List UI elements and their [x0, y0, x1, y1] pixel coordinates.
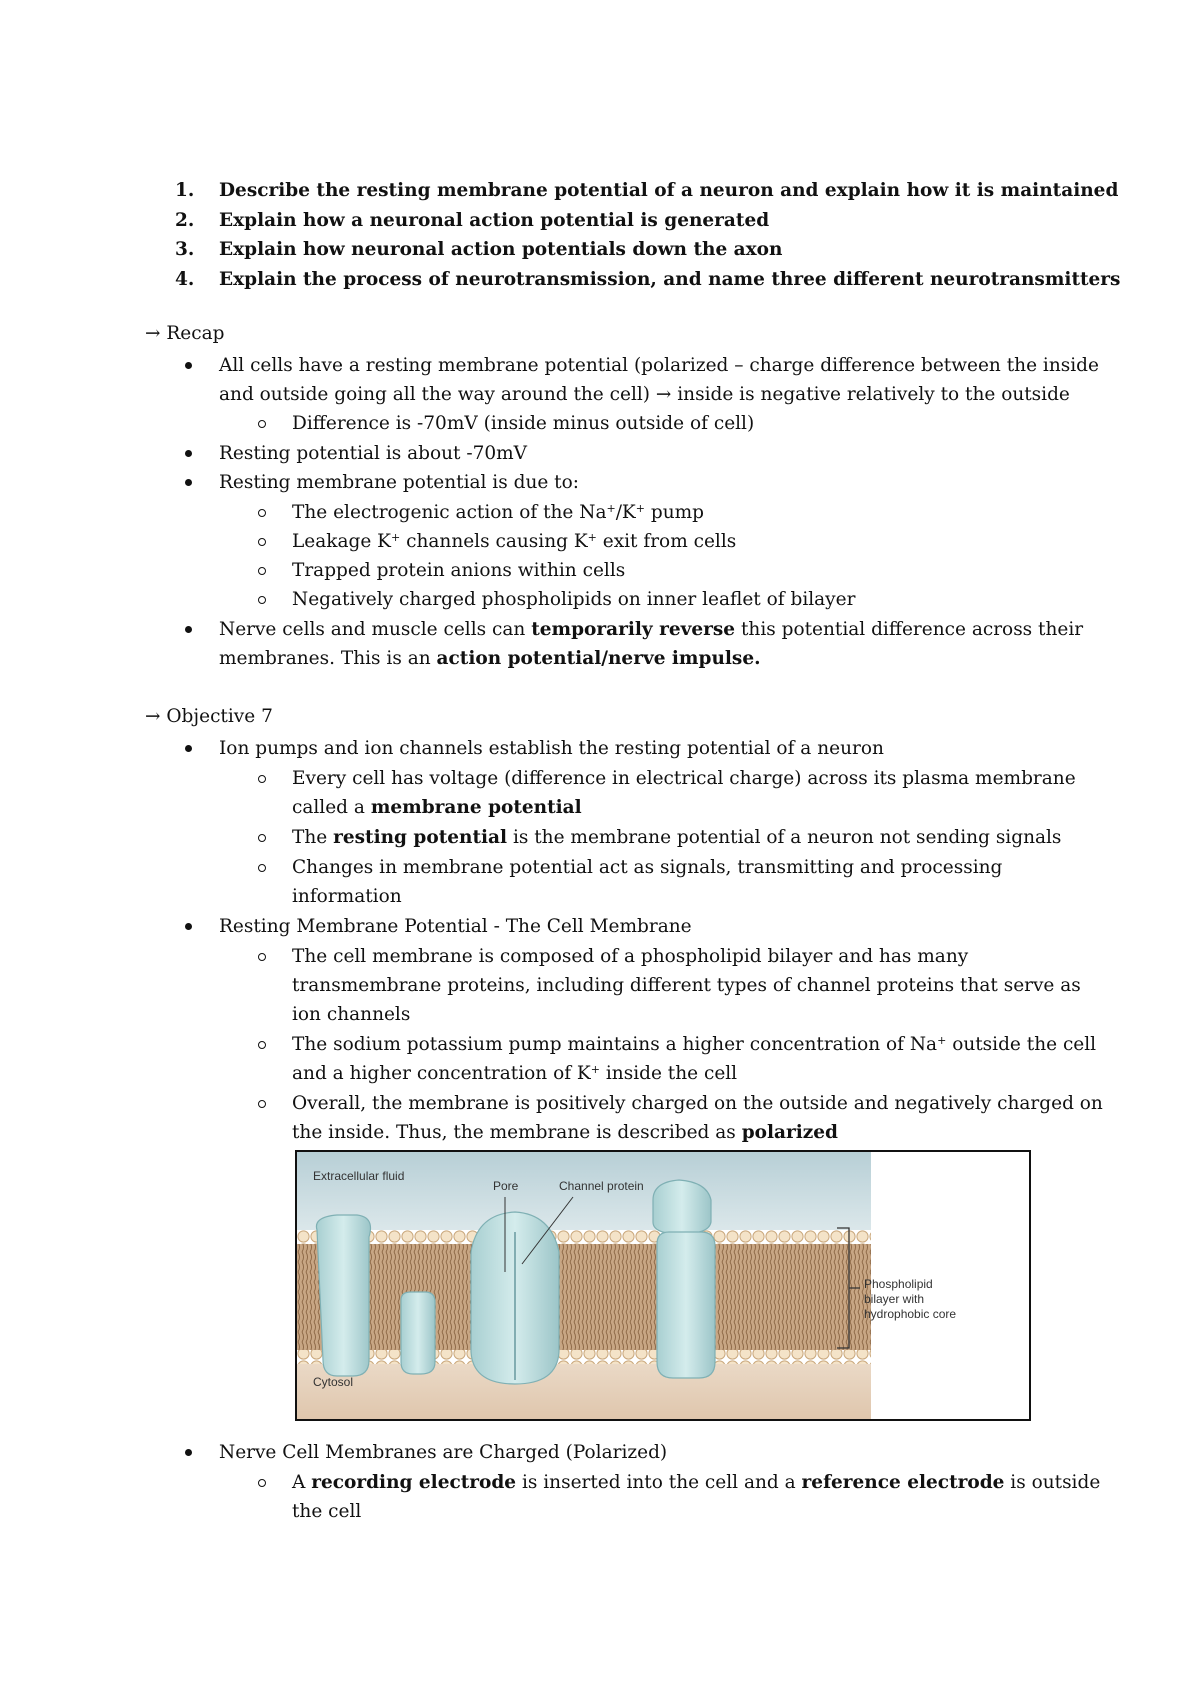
figure-label: bilayer with	[864, 1292, 925, 1306]
circle-bullet-icon	[258, 1100, 266, 1108]
transmembrane-protein	[657, 1232, 715, 1378]
circle-bullet-icon	[258, 953, 266, 961]
objective-item	[175, 176, 1120, 206]
objective7-subline: The sodium potassium pump maintains a higher concentration of Na+ outside the cell	[292, 1034, 1097, 1055]
objective-item	[175, 206, 1120, 236]
bullet-icon	[185, 626, 192, 633]
objective7-subline: Overall, the membrane is positively charged on the outside and negatively charged on	[292, 1093, 1103, 1114]
cytosol-region	[297, 1364, 871, 1419]
objective-text: Explain how neuronal action potentials down the axon	[219, 239, 783, 260]
bullet-icon	[185, 923, 192, 930]
objective-text: Explain the process of neurotransmission, and name three different neurotransmitters	[219, 268, 1121, 290]
objective7-subline: information	[292, 886, 402, 907]
recap-line: Resting potential is about -70mV	[219, 443, 528, 464]
objective7-subline: Changes in membrane potential act as signals, transmitting and processing	[292, 857, 1003, 878]
recap-subline: Leakage K+ channels causing K+ exit from cells	[292, 531, 737, 552]
objective-text: Describe the resting membrane potential of a neuron and explain how it is maintained	[219, 180, 1119, 201]
recap-subline: Difference is -70mV (inside minus outside of cell)	[292, 413, 755, 434]
tail-subline: A recording electrode is inserted into the cell and a reference electrode is outside	[292, 1472, 1101, 1493]
objective7-heading: → Objective 7	[145, 706, 273, 727]
figure-label: Channel protein	[559, 1179, 644, 1193]
circle-bullet-icon	[258, 420, 266, 428]
objective7-subline: and a higher concentration of K+ inside the cell	[292, 1063, 738, 1084]
circle-bullet-icon	[258, 538, 266, 546]
figure-label: Phospholipid	[864, 1277, 933, 1291]
recap-subline: Negatively charged phospholipids on inner leaflet of bilayer	[292, 589, 856, 610]
figure-label: hydrophobic core	[864, 1307, 957, 1321]
objective7-subline: The resting potential is the membrane potential of a neuron not sending signals	[292, 827, 1062, 848]
circle-bullet-icon	[258, 775, 266, 783]
objective-text: Explain how a neuronal action potential is generated	[219, 209, 770, 231]
objective-number: 4.	[175, 268, 195, 290]
recap-line: and outside going all the way around the cell) → inside is negative relatively to the outside	[219, 384, 1070, 405]
figure-label: Extracellular fluid	[313, 1169, 405, 1183]
objective7-line: Resting Membrane Potential - The Cell Membrane	[219, 916, 692, 937]
tail-line: Nerve Cell Membranes are Charged (Polarized)	[219, 1442, 668, 1463]
objective7-subline: Every cell has voltage (difference in electrical charge) across its plasma membrane	[292, 768, 1076, 789]
objective7-subline: The cell membrane is composed of a phospholipid bilayer and has many	[292, 946, 969, 967]
recap-subline: The electrogenic action of the Na+/K+ pump	[292, 502, 705, 523]
objective7-subline: transmembrane proteins, including different types of channel proteins that serve as	[292, 975, 1081, 996]
recap-line: Nerve cells and muscle cells can temporarily reverse this potential difference across their	[219, 619, 1084, 640]
recap-line: membranes. This is an action potential/nerve impulse.	[219, 648, 761, 669]
bullet-icon	[185, 1449, 192, 1456]
cell-membrane-figure	[295, 1150, 1031, 1421]
bullet-icon	[185, 450, 192, 457]
objective-item	[175, 235, 1120, 265]
bullet-icon	[185, 479, 192, 486]
lipid-tails	[297, 1244, 871, 1350]
tail-subline: the cell	[292, 1501, 362, 1522]
circle-bullet-icon	[258, 509, 266, 517]
peripheral-protein	[401, 1292, 435, 1374]
inner-head-row	[297, 1350, 871, 1364]
objective-number: 2.	[175, 209, 195, 231]
recap-line: Resting membrane potential is due to:	[219, 472, 579, 493]
objectives-list	[175, 176, 1120, 294]
membrane-illustration	[297, 1152, 1029, 1419]
recap-line: All cells have a resting membrane potential (polarized – charge difference between the inside	[219, 355, 1099, 376]
surface-protein	[653, 1180, 711, 1234]
circle-bullet-icon	[258, 1479, 266, 1487]
objective7-subline: called a membrane potential	[292, 797, 582, 818]
bullet-icon	[185, 745, 192, 752]
outer-head-row	[297, 1230, 871, 1244]
objective-number: 3.	[175, 239, 195, 260]
circle-bullet-icon	[258, 834, 266, 842]
transmembrane-protein	[316, 1215, 370, 1376]
figure-label: Pore	[493, 1179, 519, 1193]
objective-item	[175, 265, 1120, 295]
recap-heading: → Recap	[145, 323, 225, 344]
objective7-subline: the inside. Thus, the membrane is described as polarized	[292, 1122, 838, 1143]
objective7-subline: ion channels	[292, 1004, 411, 1025]
objective7-line: Ion pumps and ion channels establish the resting potential of a neuron	[219, 738, 884, 759]
circle-bullet-icon	[258, 864, 266, 872]
recap-subline: Trapped protein anions within cells	[292, 560, 626, 581]
circle-bullet-icon	[258, 567, 266, 575]
bullet-icon	[185, 362, 192, 369]
circle-bullet-icon	[258, 1041, 266, 1049]
figure-label: Cytosol	[313, 1375, 354, 1389]
circle-bullet-icon	[258, 596, 266, 604]
objective-number: 1.	[175, 180, 195, 201]
